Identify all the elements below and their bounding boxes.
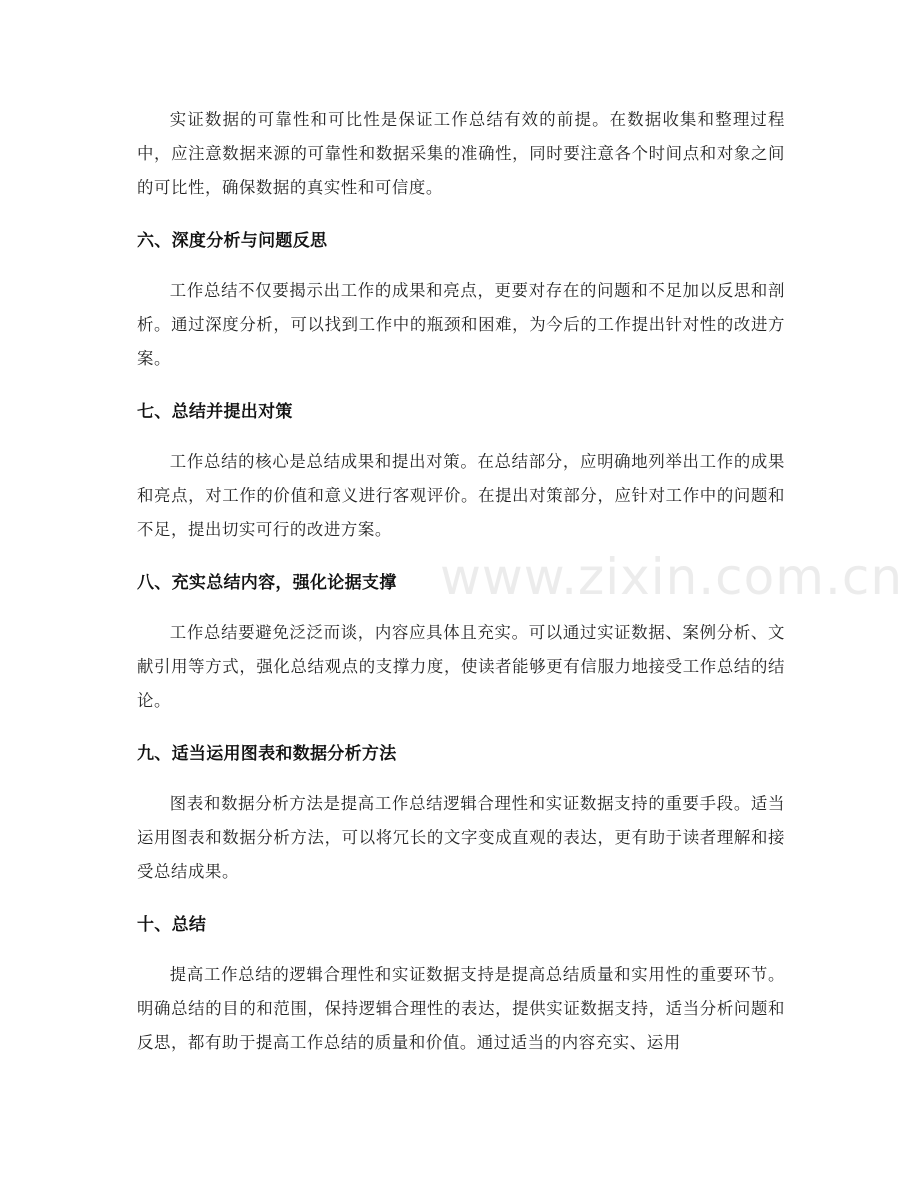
heading-section-8: 八、充实总结内容，强化论据支撑 (137, 573, 397, 593)
paragraph-enrich-content: 工作总结要避免泛泛而谈，内容应具体且充实。可以通过实证数据、案例分析、文献引用等方式，强化总结观点的支撑力度，使读者能够更有信服力地接受工作总结的结论。 (137, 623, 785, 710)
paragraph-summary-countermeasures: 工作总结的核心是总结成果和提出对策。在总结部分，应明确地列举出工作的成果和亮点，对工作的价值和意义进行客观评价。在提出对策部分，应针对工作中的问题和不足，提出切实可行的改进方案。 (137, 452, 785, 539)
paragraph-charts-analysis: 图表和数据分析方法是提高工作总结逻辑合理性和实证数据支持的重要手段。适当运用图表和数据分析方法，可以将冗长的文字变成直观的表达，更有助于读者理解和接受总结成果。 (137, 794, 785, 881)
heading-section-9: 九、适当运用图表和数据分析方法 (137, 744, 397, 764)
heading-section-7: 七、总结并提出对策 (137, 402, 293, 422)
paragraph-deep-analysis: 工作总结不仅要揭示出工作的成果和亮点，更要对存在的问题和不足加以反思和剖析。通过深度分析，可以找到工作中的瓶颈和困难，为今后的工作提出针对性的改进方案。 (137, 281, 785, 368)
heading-section-6: 六、深度分析与问题反思 (137, 231, 328, 251)
paragraph-data-reliability: 实证数据的可靠性和可比性是保证工作总结有效的前提。在数据收集和整理过程中，应注意数据来源的可靠性和数据采集的准确性，同时要注意各个时间点和对象之间的可比性，确保数据的真实性和可信度。 (137, 110, 785, 197)
watermark: www.zixin.com.cn (440, 548, 904, 606)
paragraph-conclusion: 提高工作总结的逻辑合理性和实证数据支持是提高总结质量和实用性的重要环节。明确总结的目的和范围，保持逻辑合理性的表达，提供实证数据支持，适当分析问题和反思，都有助于提高工作总结的质量和价值。通过适当的内容充实、运用 (137, 965, 785, 1052)
heading-section-10: 十、总结 (137, 915, 207, 935)
